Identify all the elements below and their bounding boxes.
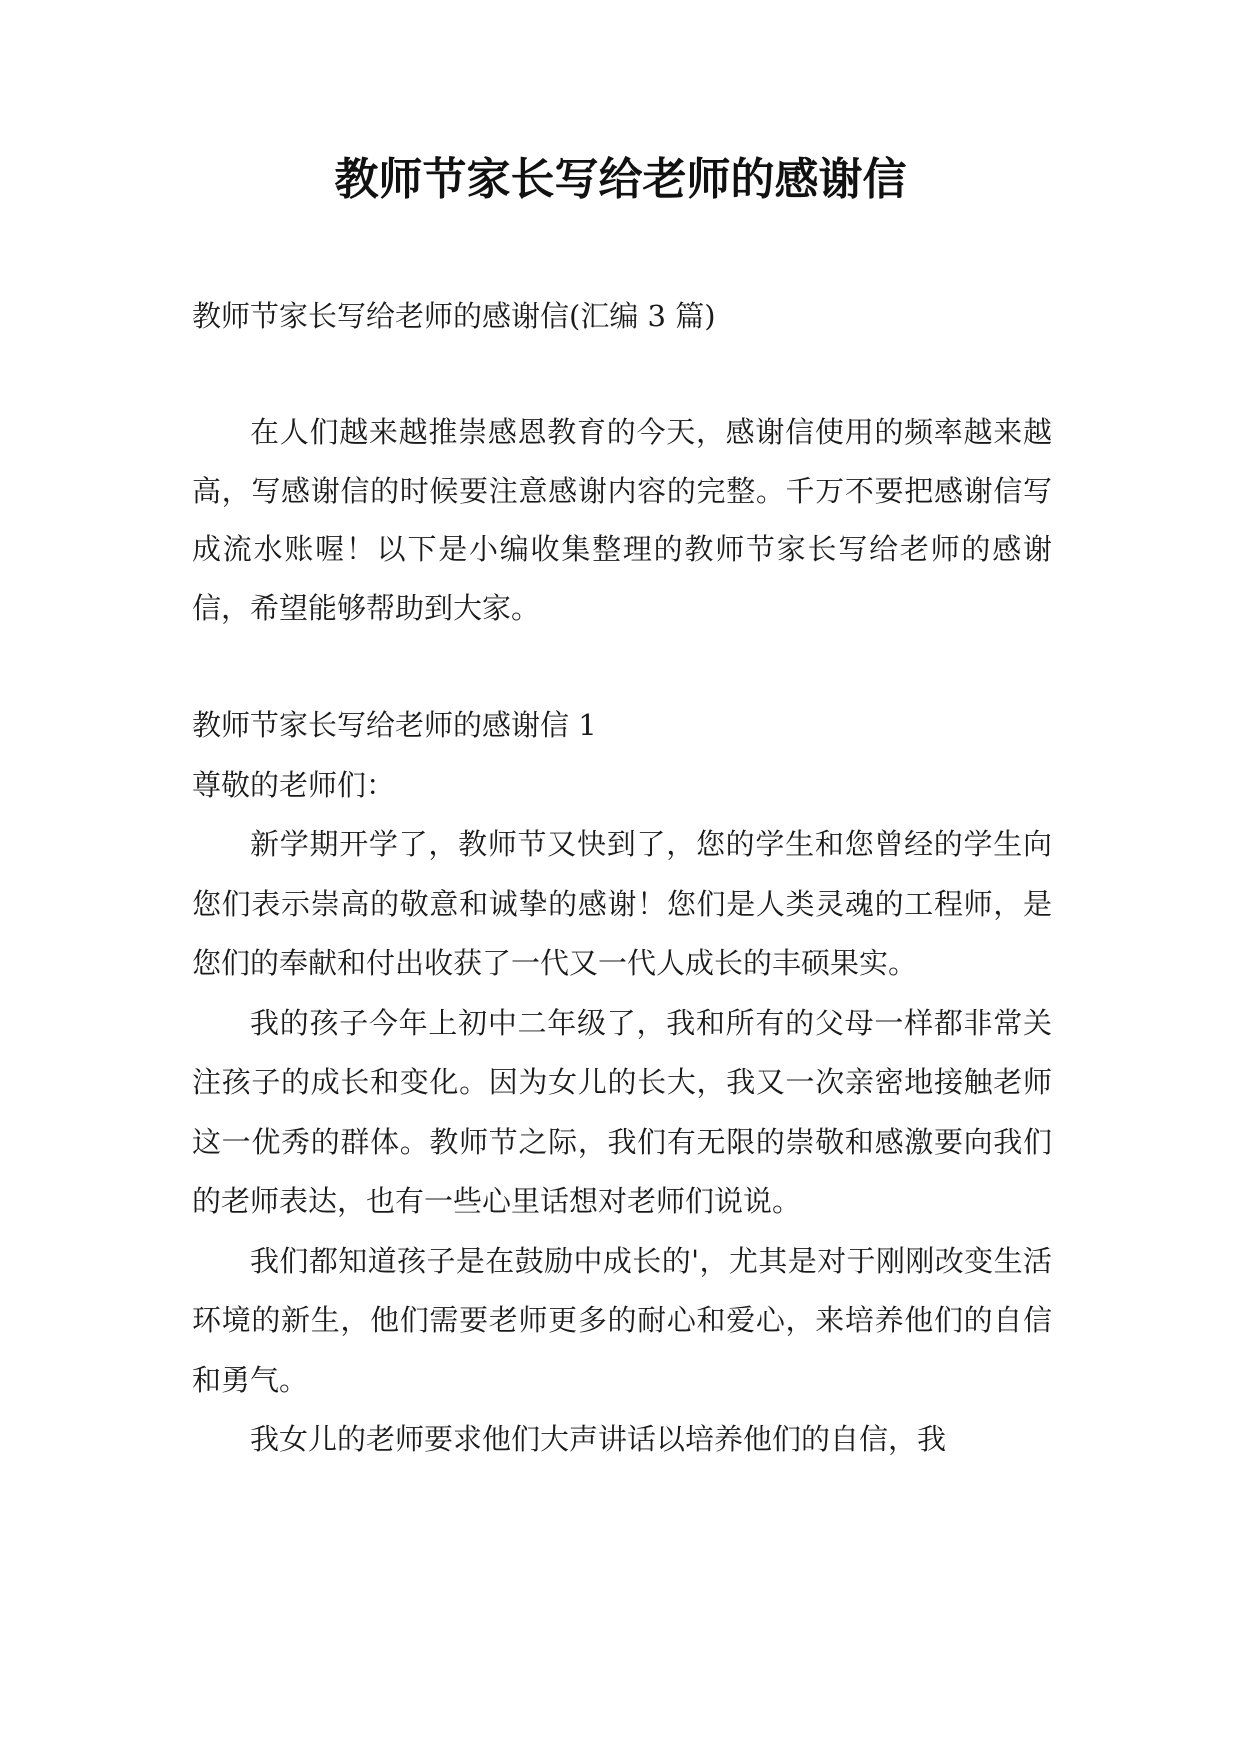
letter-heading: 教师节家长写给老师的感谢信 1 — [192, 708, 597, 742]
letter-paragraph: 我的孩子今年上初中二年级了，我和所有的父母一样都非常关注孩子的成长和变化。因为女儿的长大，我又一次亲密地接触老师这一优秀的群体。教师节之际，我们有无限的崇敬和感激要向我们的老师表达，也有一些心里话想对老师们说说。 — [192, 1005, 1052, 1218]
document-subtitle: 教师节家长写给老师的感谢信(汇编 3 篇) — [192, 299, 716, 333]
letter-paragraph: 我们都知道孩子是在鼓励中成长的'，尤其是对于刚刚改变生活环境的新生，他们需要老师更多的耐心和爱心，来培养他们的自信和勇气。 — [192, 1243, 1052, 1397]
intro-section — [192, 403, 1052, 637]
letter-paragraph: 我女儿的老师要求他们大声讲话以培养他们的自信，我 — [250, 1422, 947, 1456]
intro-paragraph: 在人们越来越推崇感恩教育的今天，感谢信使用的频率越来越高，写感谢信的时候要注意感谢内容的完整。千万不要把感谢信写成流水账喔！以下是小编收集整理的教师节家长写给老师的感谢信，希望能够帮助到大家。 — [192, 415, 1052, 625]
document-title: 教师节家长写给老师的感谢信 — [334, 154, 907, 205]
letter-paragraph: 新学期开学了，教师节又快到了，您的学生和您曾经的学生向您们表示崇高的敬意和诚挚的感谢！您们是人类灵魂的工程师，是您们的奉献和付出收获了一代又一代人成长的丰硕果实。 — [192, 827, 1052, 980]
letter-salutation: 尊敬的老师们： — [192, 767, 396, 802]
letter-1-section — [192, 696, 1052, 1470]
